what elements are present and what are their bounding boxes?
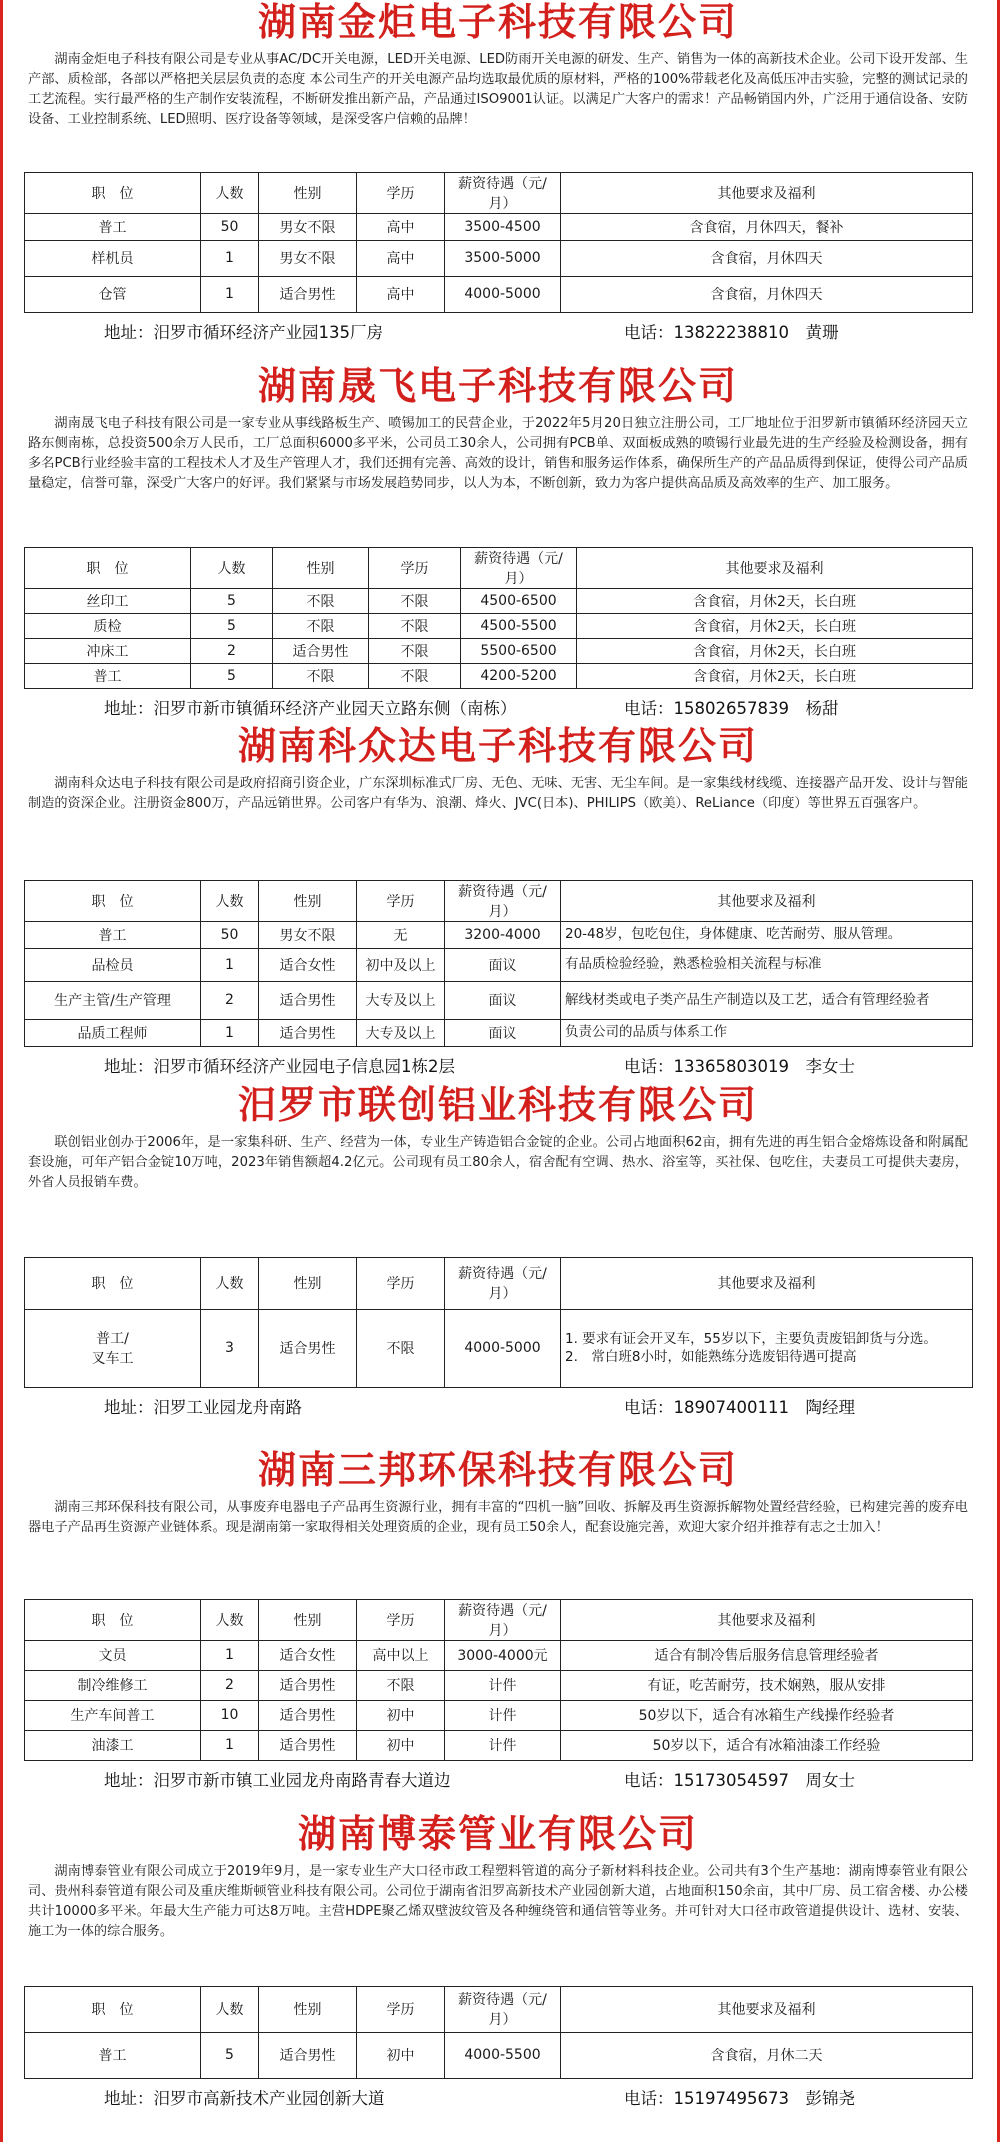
column-header: 薪资待遇（元/月）: [445, 1257, 561, 1309]
address-text: 地址：汨罗工业园龙舟南路: [104, 1397, 302, 1417]
column-header: 性别: [259, 1257, 357, 1309]
table-header-row: [25, 172, 973, 213]
table-row: [25, 663, 973, 688]
phone-text: 电话：13822238810 黄珊: [624, 322, 839, 342]
table-cell: 负责公司的品质与体系工作: [561, 1019, 973, 1046]
company-title: 湖南科众达电子科技有限公司: [237, 724, 758, 768]
table-cell: 普工: [25, 921, 201, 948]
table-row: [25, 1640, 973, 1670]
table-cell: 含食宿，月休二天: [561, 2032, 973, 2078]
table-cell: 1: [201, 948, 259, 981]
table-cell: 普工/ 叉车工: [25, 1309, 201, 1387]
table-cell: 20-48岁，包吃包住，身体健康、吃苦耐劳、服从管理。: [561, 921, 973, 948]
column-header: 性别: [259, 1599, 357, 1640]
table-row: [25, 1309, 973, 1387]
table-cell: 不限: [369, 638, 461, 663]
table-cell: 计件: [445, 1730, 561, 1760]
table-row: [25, 2032, 973, 2078]
phone-text: 电话：13365803019 李女士: [624, 1056, 855, 1076]
table-cell: 大专及以上: [357, 1019, 445, 1046]
table-cell: 适合男性: [259, 2032, 357, 2078]
column-header: 其他要求及福利: [561, 1257, 973, 1309]
contact-line: [24, 1767, 972, 1791]
table-cell: 适合女性: [259, 948, 357, 981]
column-header: 性别: [273, 547, 369, 588]
phone-text: 电话：18907400111 陶经理: [624, 1397, 855, 1417]
table-cell: 高中以上: [357, 1640, 445, 1670]
table-cell: 2: [201, 1670, 259, 1700]
table-cell: 不限: [369, 613, 461, 638]
column-header: 人数: [201, 880, 259, 921]
table-cell: 男女不限: [259, 213, 357, 240]
column-header: 薪资待遇（元/月）: [445, 172, 561, 213]
column-header: 学历: [357, 1257, 445, 1309]
table-cell: 50: [201, 213, 259, 240]
table-cell: 含食宿，月休2天，长白班: [577, 663, 973, 688]
table-cell: 适合男性: [273, 638, 369, 663]
table-cell: 初中及以上: [357, 948, 445, 981]
company-intro: 湖南科众达电子科技有限公司是政府招商引资企业，广东深圳标准式厂房、无色、无味、无害、无尘车间。是一家集线材线缆、连接器产品开发、设计与智能制造的资深企业。注册资金800万，产品远销世界。公司客户有华为、浪潮、烽火、JVC(日本)、PHILIPS（欧美）、ReLiance（印度）等世界五百强客户。: [28, 775, 968, 811]
address-text: 地址：汨罗市循环经济产业园电子信息园1栋2层: [104, 1056, 455, 1076]
column-header: 性别: [259, 880, 357, 921]
table-cell: 2: [191, 638, 273, 663]
table-cell: 高中: [357, 240, 445, 276]
job-table: [24, 1257, 973, 1388]
column-header: 职 位: [25, 1257, 201, 1309]
table-cell: 有证，吃苦耐劳，技术娴熟，服从安排: [561, 1670, 973, 1700]
column-header: 职 位: [25, 1599, 201, 1640]
company-intro: 湖南金炬电子科技有限公司是专业从事AC/DC开关电源，LED开关电源、LED防雨开关电源的研发、生产、销售为一体的高新技术企业。公司下设开发部、生产部、质检部，各部以严格把关层层负责的态度 本公司生产的开关电源产品均选取最优质的原材料，严格的100%带载老化及高低压冲击实验，完整的测试记录的工艺流程。实行最严格的生产制作安装流程，不断研发推出新产品，产品通过ISO9001认证。以满足广大客户的需求！产品畅销国内外，广泛用于通信设备、安防设备、工业控制系统、LED照明、医疗设备等领域，是深受客户信赖的品牌！: [28, 51, 968, 127]
table-cell: 不限: [273, 663, 369, 688]
table-row: [25, 1019, 973, 1046]
table-cell: 3000-4000元: [445, 1640, 561, 1670]
table-cell: 不限: [357, 1309, 445, 1387]
table-cell: 5: [191, 588, 273, 613]
column-header: 性别: [259, 1986, 357, 2032]
contact-line: [24, 1394, 972, 1418]
phone-text: 电话：15173054597 周女士: [624, 1770, 855, 1790]
company-section-sanbang: [24, 1448, 972, 1791]
table-cell: 初中: [357, 2032, 445, 2078]
table-row: [25, 638, 973, 663]
table-cell: 普工: [25, 213, 201, 240]
table-cell: 5: [191, 663, 273, 688]
column-header: 学历: [357, 1599, 445, 1640]
table-cell: 含食宿，月休2天，长白班: [577, 588, 973, 613]
table-cell: 面议: [445, 981, 561, 1019]
table-cell: 丝印工: [25, 588, 191, 613]
table-cell: 3: [201, 1309, 259, 1387]
table-cell: 1: [201, 240, 259, 276]
table-cell: 生产车间普工: [25, 1700, 201, 1730]
column-header: 人数: [201, 1599, 259, 1640]
table-cell: 适合男性: [259, 1700, 357, 1730]
table-cell: 含食宿，月休2天，长白班: [577, 613, 973, 638]
table-cell: 4000-5000: [445, 1309, 561, 1387]
contact-line: [24, 1053, 972, 1077]
table-cell: 含食宿，月休四天: [561, 276, 973, 312]
table-cell: 1: [201, 1640, 259, 1670]
table-row: [25, 240, 973, 276]
table-row: [25, 1730, 973, 1760]
table-cell: 含食宿，月休四天: [561, 240, 973, 276]
column-header: 其他要求及福利: [561, 1599, 973, 1640]
table-cell: 无: [357, 921, 445, 948]
table-cell: 不限: [273, 613, 369, 638]
table-header-row: [25, 547, 973, 588]
table-cell: 有品质检验经验，熟悉检验相关流程与标准: [561, 948, 973, 981]
company-title: 湖南三邦环保科技有限公司: [257, 1448, 738, 1492]
address-text: 地址：汨罗市新市镇循环经济产业园天立路东侧（南栋）: [104, 698, 517, 718]
contact-line: [24, 319, 972, 343]
table-row: [25, 981, 973, 1019]
contact-line: [24, 695, 972, 719]
table-cell: 文员: [25, 1640, 201, 1670]
table-header-row: [25, 1986, 973, 2032]
table-cell: 品质工程师: [25, 1019, 201, 1046]
table-cell: 大专及以上: [357, 981, 445, 1019]
table-cell: 油漆工: [25, 1730, 201, 1760]
column-header: 其他要求及福利: [561, 1986, 973, 2032]
table-cell: 适合男性: [259, 1309, 357, 1387]
table-cell: 5500-6500: [461, 638, 577, 663]
column-header: 薪资待遇（元/月）: [445, 880, 561, 921]
table-cell: 3200-4000: [445, 921, 561, 948]
phone-text: 电话：15197495673 彭锦尧: [624, 2088, 855, 2108]
table-cell: 不限: [369, 663, 461, 688]
company-section-shengfei: [24, 364, 972, 719]
job-table: [24, 172, 973, 313]
table-cell: 含食宿，月休四天，餐补: [561, 213, 973, 240]
table-cell: 50岁以下，适合有冰箱油漆工作经验: [561, 1730, 973, 1760]
table-cell: 适合女性: [259, 1640, 357, 1670]
table-cell: 4000-5000: [445, 276, 561, 312]
table-cell: 50岁以下，适合有冰箱生产线操作经验者: [561, 1700, 973, 1730]
table-row: [25, 613, 973, 638]
table-cell: 5: [191, 613, 273, 638]
company-title: 湖南博泰管业有限公司: [297, 1812, 698, 1856]
table-cell: 2: [201, 981, 259, 1019]
company-intro: 湖南三邦环保科技有限公司，从事废弃电器电子产品再生资源行业，拥有丰富的“四机一脑”回收、拆解及再生资源拆解物处置经营经验，已构建完善的废弃电器电子产品再生资源产业链体系。现是湖南第一家取得相关处理资质的企业，现有员工50余人，配套设施完善，欢迎大家介绍并推荐有志之士加入！: [28, 1499, 968, 1535]
job-table: [24, 1599, 973, 1761]
table-cell: 面议: [445, 1019, 561, 1046]
company-section-lianchuang: [24, 1083, 972, 1418]
column-header: 学历: [357, 172, 445, 213]
table-cell: 高中: [357, 213, 445, 240]
company-title: 汨罗市联创铝业科技有限公司: [237, 1083, 758, 1127]
job-table: [24, 880, 973, 1047]
table-cell: 4500-6500: [461, 588, 577, 613]
column-header: 人数: [191, 547, 273, 588]
table-cell: 适合男性: [259, 1019, 357, 1046]
company-section-jinju: [24, 0, 972, 343]
table-cell: 3500-5000: [445, 240, 561, 276]
table-cell: 不限: [357, 1670, 445, 1700]
address-text: 地址：汨罗市高新技术产业园创新大道: [104, 2088, 385, 2108]
table-cell: 普工: [25, 2032, 201, 2078]
table-cell: 制冷维修工: [25, 1670, 201, 1700]
table-row: [25, 588, 973, 613]
table-cell: 4500-5500: [461, 613, 577, 638]
table-cell: 不限: [273, 588, 369, 613]
column-header: 薪资待遇（元/月）: [445, 1986, 561, 2032]
column-header: 人数: [201, 1986, 259, 2032]
table-row: [25, 921, 973, 948]
table-cell: 适合男性: [259, 276, 357, 312]
table-row: [25, 276, 973, 312]
table-cell: 适合男性: [259, 1730, 357, 1760]
table-cell: 计件: [445, 1670, 561, 1700]
column-header: 职 位: [25, 547, 191, 588]
company-title: 湖南金炬电子科技有限公司: [257, 0, 738, 44]
table-cell: 普工: [25, 663, 191, 688]
table-cell: 适合有制冷售后服务信息管理经验者: [561, 1640, 973, 1670]
table-cell: 计件: [445, 1700, 561, 1730]
table-header-row: [25, 880, 973, 921]
table-cell: 初中: [357, 1700, 445, 1730]
table-cell: 初中: [357, 1730, 445, 1760]
column-header: 薪资待遇（元/月）: [445, 1599, 561, 1640]
column-header: 人数: [201, 1257, 259, 1309]
table-cell: 仓管: [25, 276, 201, 312]
column-header: 人数: [201, 172, 259, 213]
column-header: 学历: [369, 547, 461, 588]
table-cell: 5: [201, 2032, 259, 2078]
phone-text: 电话：15802657839 杨甜: [624, 698, 839, 718]
table-cell: 男女不限: [259, 921, 357, 948]
table-cell: 1. 要求有证会开叉车，55岁以下，主要负责废铝卸货与分选。 2. 常白班8小时，如能熟练分选废铝待遇可提高: [561, 1309, 973, 1387]
address-text: 地址：汨罗市循环经济产业园135厂房: [104, 322, 383, 342]
column-header: 学历: [357, 1986, 445, 2032]
left-border: [0, 0, 3, 2142]
table-cell: 3500-4500: [445, 213, 561, 240]
company-section-botai: [24, 1812, 972, 2109]
table-header-row: [25, 1599, 973, 1640]
table-cell: 4000-5500: [445, 2032, 561, 2078]
column-header: 职 位: [25, 1986, 201, 2032]
table-cell: 适合男性: [259, 1670, 357, 1700]
table-cell: 质检: [25, 613, 191, 638]
table-cell: 冲床工: [25, 638, 191, 663]
table-header-row: [25, 1257, 973, 1309]
table-cell: 男女不限: [259, 240, 357, 276]
table-cell: 品检员: [25, 948, 201, 981]
table-cell: 1: [201, 1019, 259, 1046]
company-section-kezhongda: [24, 724, 972, 1077]
column-header: 职 位: [25, 172, 201, 213]
job-table: [24, 547, 973, 689]
table-cell: 不限: [369, 588, 461, 613]
table-cell: 含食宿，月休2天，长白班: [577, 638, 973, 663]
table-cell: 50: [201, 921, 259, 948]
column-header: 其他要求及福利: [561, 880, 973, 921]
table-row: [25, 1670, 973, 1700]
column-header: 职 位: [25, 880, 201, 921]
company-intro: 湖南博泰管业有限公司成立于2019年9月，是一家专业生产大口径市政工程塑料管道的高分子新材料科技企业。公司共有3个生产基地：湖南博泰管业有限公司、贵州科泰管道有限公司及重庆维斯顿管业科技有限公司。公司位于湖南省汨罗高新技术产业园创新大道，占地面积150余亩，其中厂房、员工宿舍楼、办公楼共计10000多平米。年最大生产能力可达8万吨。主营HDPE聚乙烯双壁波纹管及各种缠绕管和通信管等业务。并可针对大口径市政管道提供设计、选材、安装、施工为一体的综合服务。: [28, 1863, 968, 1939]
table-cell: 解线材类或电子类产品生产制造以及工艺，适合有管理经验者: [561, 981, 973, 1019]
table-row: [25, 213, 973, 240]
table-cell: 适合男性: [259, 981, 357, 1019]
column-header: 性别: [259, 172, 357, 213]
address-text: 地址：汨罗市新市镇工业园龙舟南路青春大道边: [104, 1770, 451, 1790]
company-intro: 联创铝业创办于2006年，是一家集科研、生产、经营为一体，专业生产铸造铝合金锭的企业。公司占地面积62亩，拥有先进的再生铝合金熔炼设备和附属配套设施，可年产铝合金锭10万吨，2023年销售额超4.2亿元。公司现有员工80余人，宿舍配有空调、热水、浴室等，买社保、包吃住，夫妻员工可提供夫妻房，外省人员报销车费。: [28, 1134, 968, 1190]
table-cell: 1: [201, 276, 259, 312]
column-header: 其他要求及福利: [577, 547, 973, 588]
table-cell: 样机员: [25, 240, 201, 276]
company-intro: 湖南晟飞电子科技有限公司是一家专业从事线路板生产、喷锡加工的民营企业，于2022年5月20日独立注册公司，工厂地址位于汨罗新市镇循环经济园天立路东侧南栋，总投资500余万人民币，工厂总面积6000多平米，公司员工30余人，公司拥有PCB单、双面板成熟的喷锡行业最先进的生产经验及检测设备，拥有多名PCB行业经验丰富的工程技术人才及生产管理人才，我们还拥有完善、高效的设计，销售和服务运作体系，确保所生产的产品品质得到保证，使得公司产品质量稳定，信誉可靠，深受广大客户的好评。我们紧紧与市场发展趋势同步，以人为本，不断创新，致力为客户提供高品质及高效率的生产、加工服务。: [28, 415, 968, 491]
job-table: [24, 1986, 973, 2079]
table-row: [25, 1700, 973, 1730]
table-row: [25, 948, 973, 981]
table-cell: 面议: [445, 948, 561, 981]
company-title: 湖南晟飞电子科技有限公司: [257, 364, 738, 408]
column-header: 薪资待遇（元/月）: [461, 547, 577, 588]
table-cell: 高中: [357, 276, 445, 312]
column-header: 其他要求及福利: [561, 172, 973, 213]
column-header: 学历: [357, 880, 445, 921]
table-cell: 1: [201, 1730, 259, 1760]
table-cell: 生产主管/生产管理: [25, 981, 201, 1019]
contact-line: [24, 2085, 972, 2109]
table-cell: 4200-5200: [461, 663, 577, 688]
table-cell: 10: [201, 1700, 259, 1730]
